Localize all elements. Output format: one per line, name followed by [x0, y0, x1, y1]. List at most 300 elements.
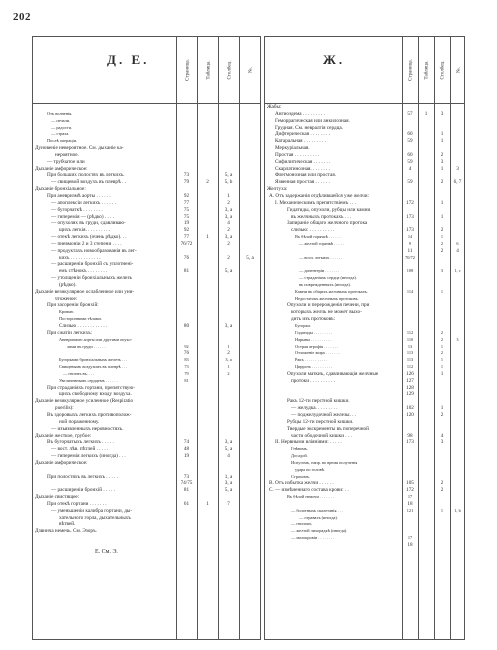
entry-text: Грудная. См. невралгія сердца.: [275, 124, 344, 131]
entry-table-ref: 1: [206, 234, 209, 241]
entry-text: Рубцы 12-ти перстной кишки.: [287, 418, 354, 425]
right-index-row: [265, 487, 464, 494]
entry-column-ref: 2: [440, 247, 444, 254]
entry-column-ref: 2: [440, 240, 444, 246]
right-index-row: [265, 268, 464, 275]
entry-text: — страха.: [51, 131, 70, 137]
entry-text: Твердые экскременты въ поперечной: [287, 425, 369, 432]
right-table-title: Ж.: [323, 52, 346, 67]
entry-text: — поджелудочной железы. . .: [291, 411, 356, 418]
entry-column-ref: 2: [440, 487, 444, 494]
entry-column-ref: 3: [440, 158, 444, 165]
entry-text: — желудка. . . . . . . . .: [291, 405, 338, 412]
left-index-row: [33, 460, 260, 467]
right-index-row: [265, 378, 464, 385]
left-index-row: [33, 357, 260, 364]
entry-text: Бугорки.: [295, 323, 311, 328]
left-index-row: [33, 337, 260, 344]
entry-page-ref: 61: [183, 500, 190, 507]
entry-text: — трубчатое или: [47, 158, 85, 165]
right-index-row: [265, 316, 464, 323]
entry-page-ref: 76/72: [180, 240, 193, 247]
right-index-row: [265, 166, 464, 173]
entry-column-ref: 5, а: [224, 446, 233, 453]
left-index-row: [33, 309, 260, 316]
entry-text: чтоженое:: [55, 295, 78, 302]
right-index-row: [265, 426, 464, 433]
left-index-row: [33, 118, 260, 125]
entry-text: — малокровіи . . . . . . . .: [291, 535, 335, 541]
entry-text: — апоплексіи легкихъ . . . . . .: [51, 199, 116, 206]
entry-page-ref: 173: [406, 439, 414, 446]
left-index-row: [33, 412, 260, 419]
right-index-row: [265, 508, 464, 515]
entry-page-ref: 108: [406, 268, 414, 274]
right-index-row: [265, 521, 464, 528]
entry-text: puerilis):: [55, 405, 74, 412]
entry-text: щихъ свободному входу воздуха.: [59, 391, 132, 398]
left-index-row: [33, 268, 260, 275]
entry-page-ref: 76: [183, 350, 190, 357]
entry-text: Язвенная простая . . . . . .: [275, 179, 330, 186]
entry-page-ref: 79: [183, 179, 190, 186]
entry-column-ref: 2: [440, 350, 444, 356]
entry-page-ref: 73: [184, 364, 189, 370]
entry-text: II. Нервными вліяніями: . . . . .: [275, 439, 342, 446]
left-index-row: [33, 323, 260, 330]
entry-text: — отекѣ легкихъ (очень рѣдко). . .: [51, 234, 127, 241]
left-index-row: [33, 241, 260, 248]
entry-text: Недостатокъ желчныхъ протоковъ.: [295, 295, 359, 301]
entry-column-ref: 3: [440, 110, 444, 117]
entry-page-ref: 92: [183, 192, 190, 199]
entry-number-ref: 5, а: [246, 254, 254, 261]
right-index-row: [265, 309, 464, 316]
entry-page-ref: 18: [407, 542, 413, 548]
entry-column-ref: 2: [440, 179, 444, 186]
entry-text: Катаральная . . . . . . . . .: [275, 138, 326, 145]
entry-column-ref: 1: [440, 343, 444, 349]
left-index-row: [33, 391, 260, 398]
entry-page-ref: 19: [183, 453, 190, 460]
left-index-row: [33, 508, 260, 515]
entry-text: Дзвинча немечь. См. Эзоръ.: [35, 528, 97, 535]
entry-text: Досадой.: [291, 453, 308, 459]
left-index-row: [33, 172, 260, 179]
entry-text: Гидатиды . . . . . . . . .: [295, 329, 333, 335]
right-index-row: [265, 234, 464, 241]
right-index-row: [265, 515, 464, 522]
right-index-row: [265, 118, 464, 125]
right-index-row: [265, 412, 464, 419]
right-index-row: [265, 302, 464, 309]
entry-number-ref: 6, 7: [453, 179, 462, 186]
entry-text: Дыханіе свистящее:: [35, 494, 80, 501]
right-index-row: [265, 248, 464, 255]
entry-text: Гнѣвомъ.: [291, 446, 309, 452]
right-index-row: [265, 186, 464, 193]
entry-table-ref: 1: [424, 110, 428, 117]
left-index-row: [33, 227, 260, 234]
left-index-row: [33, 453, 260, 460]
left-index-row: [33, 378, 260, 385]
entry-column-ref: 2: [440, 480, 444, 487]
entry-text: — желтой горячкѣ . . . . .: [299, 240, 344, 246]
entry-page-ref: 172: [406, 487, 414, 494]
entry-table-ref: 2: [206, 179, 209, 186]
left-index-row: [33, 234, 260, 241]
entry-text: Камни въ общихъ желчныхъ протокахъ.: [295, 288, 368, 294]
entry-page-ref: 59: [407, 158, 413, 165]
entry-column-ref: 4: [227, 220, 230, 227]
right-index-row: [265, 131, 464, 138]
entry-column-ref: 2: [440, 227, 444, 234]
right-col-header-table: Таблица.: [418, 37, 435, 103]
left-index-row: [33, 207, 260, 214]
entry-number-ref: 1, b: [454, 507, 461, 513]
entry-text: Въ бѣлой горячкѣ . . . . . .: [295, 234, 341, 240]
entry-text: Острая атрофія . . . . . . .: [295, 343, 339, 349]
entry-text: въ желчныхъ протокахъ . . .: [291, 213, 352, 220]
left-index-row: [33, 152, 260, 159]
right-index-row: [265, 111, 464, 118]
entry-text: удара по головѣ.: [295, 466, 326, 472]
left-index-row: [33, 138, 260, 145]
entry-text: А. Отъ задержанія отдѣлившейся уже желчи:: [269, 192, 369, 199]
left-col-header-page: Страница.: [176, 37, 198, 103]
entry-page-ref: 19: [183, 220, 190, 227]
left-index-row: [33, 433, 260, 440]
entry-text: Дыханіе бронхіальное:: [35, 186, 86, 193]
entry-text: Отложеніе жира . . . . . . .: [295, 350, 340, 356]
entry-text: Дыханіе амфорическое:: [35, 459, 88, 466]
left-table-rows: [33, 104, 260, 639]
entry-text: въ поврежденныхъ (иногда).: [299, 281, 351, 287]
left-index-row: [33, 350, 260, 357]
entry-page-ref: 126: [406, 370, 414, 377]
entry-text: Нарывы . . . . . . . . . .: [295, 336, 332, 342]
entry-page-ref: 18: [407, 500, 413, 507]
entry-page-ref: 74: [183, 439, 190, 446]
entry-page-ref: 92: [183, 227, 190, 234]
entry-column-ref: 2: [227, 227, 230, 234]
entry-text: I. Механическимъ препятствіемъ . . .: [275, 199, 357, 206]
right-index-row: [265, 200, 464, 207]
entry-text: — опухолях въ груди, сдавливаю-: [51, 220, 126, 227]
entry-page-ref: 73: [183, 473, 190, 480]
entry-text: Желтуха:: [267, 186, 288, 193]
entry-number-ref: 4: [456, 247, 459, 254]
entry-text: Дуновеніе невероятное. См. дыханіе ка-: [35, 145, 124, 152]
entry-page-ref: 11: [407, 247, 413, 254]
left-index-row: [33, 364, 260, 371]
entry-text: При сжатіи легкихъ:: [47, 329, 93, 336]
entry-page-ref: 81: [183, 268, 190, 275]
left-index-row: [33, 474, 260, 481]
entry-page-ref: 173: [406, 227, 414, 234]
right-index-row: [265, 104, 464, 111]
right-index-row: [265, 255, 464, 262]
right-index-row: [265, 480, 464, 487]
entry-text: При засореніи бронхій:: [47, 302, 99, 309]
entry-page-ref: 114: [406, 288, 414, 294]
entry-text: нероятное.: [55, 151, 79, 158]
right-col-header-number: №.: [450, 37, 466, 103]
left-index-row: [33, 515, 260, 522]
entry-text: Испугомъ, напр. во время полученія: [291, 459, 358, 465]
left-index-row: [33, 405, 260, 412]
entry-text: хательного горла, дыхательныхъ: [59, 514, 131, 521]
right-index-row: [265, 391, 464, 398]
right-index-row: [265, 323, 464, 330]
entry-page-ref: 73: [183, 172, 190, 179]
entry-page-ref: 9: [408, 240, 412, 246]
left-index-row: [33, 275, 260, 282]
entry-page-ref: 80: [183, 323, 190, 329]
right-index-row: [265, 364, 464, 371]
entry-text: (рѣдко).: [59, 281, 77, 288]
entry-number-ref: 3: [456, 165, 459, 172]
right-index-row: [265, 467, 464, 474]
entry-column-ref: 2: [227, 240, 230, 247]
right-index-row: [265, 261, 464, 268]
entry-text: — страданіяхъ сердца (иногда).: [299, 275, 357, 281]
left-index-row: [33, 255, 260, 262]
left-index-row: [33, 104, 260, 111]
entry-page-ref: 14: [407, 234, 413, 240]
entry-column-ref: 2: [440, 336, 444, 342]
entry-column-ref: 3, а: [224, 206, 233, 213]
left-index-row: [33, 131, 260, 138]
right-table-header: [265, 37, 464, 104]
entry-column-ref: 1: [440, 234, 444, 240]
entry-page-ref: 110: [406, 336, 414, 342]
left-index-row: [33, 186, 260, 193]
left-table-header: [33, 37, 260, 104]
entry-page-ref: 127: [406, 377, 414, 384]
entry-page-ref: 79: [184, 370, 189, 376]
left-table-title: Д. Е.: [107, 52, 150, 67]
left-index-row: [33, 398, 260, 405]
entry-text: Отъ волненія.: [47, 110, 73, 116]
right-index-row: [265, 433, 464, 440]
entry-text: — расширеніи бронхій . . . . .: [51, 487, 116, 494]
entry-number-ref: 6: [456, 240, 459, 246]
right-index-row: [265, 138, 464, 145]
entry-column-ref: 1: [227, 192, 230, 199]
entry-text: — гиперемія — (рѣдко) . . . .: [51, 213, 114, 220]
entry-page-ref: 75: [183, 206, 190, 213]
right-table-rows: [265, 104, 464, 639]
right-col-header-column: Столбец.: [434, 37, 451, 103]
left-index-row: [33, 261, 260, 268]
left-index-row: [33, 446, 260, 453]
right-index-row: [265, 193, 464, 200]
entry-page-ref: 92: [184, 343, 189, 349]
right-index-row: [265, 501, 464, 508]
entry-text: — свищевой воздухъ въ плеврѣ . .: [51, 179, 126, 186]
left-index-row: [33, 214, 260, 221]
entry-page-ref: 121: [406, 507, 414, 513]
left-index-row: [33, 145, 260, 152]
entry-column-ref: 2: [227, 199, 230, 206]
entry-page-ref: 81: [184, 377, 189, 383]
entry-text: Въ бѣлой немочи . . . . . . .: [287, 494, 334, 500]
entry-text: протоки . . . . . . . . . .: [291, 377, 335, 384]
entry-column-ref: 7: [227, 500, 230, 507]
entry-text: Послѣ операціи.: [47, 138, 78, 144]
entry-column-ref: 3, а: [225, 357, 232, 363]
entry-page-ref: 102: [406, 405, 414, 412]
right-index-row: [265, 357, 464, 364]
left-index-row: [33, 220, 260, 227]
right-index-row: [265, 125, 464, 132]
entry-page-ref: 4: [408, 165, 412, 172]
left-index-row: [33, 344, 260, 351]
entry-text: — отравахъ (иногда).: [299, 514, 338, 520]
entry-page-ref: 173: [406, 213, 414, 220]
entry-column-ref: 2: [227, 370, 230, 376]
entry-text: Дифтерическая . . . . . . . .: [275, 131, 330, 138]
entry-text: — гнилокъ.: [291, 521, 313, 527]
left-index-row: [33, 542, 260, 549]
entry-page-ref: 113: [406, 350, 414, 356]
entry-text: При полостяхъ въ легкихъ . . . . .: [47, 473, 118, 480]
entry-column-ref: 4: [440, 432, 444, 439]
left-col-header-column: Столбец.: [218, 37, 240, 103]
entry-page-ref: 76: [183, 254, 190, 261]
entry-column-ref: 2: [227, 254, 230, 261]
page-number: 202: [13, 11, 31, 23]
entry-text: Бугорками бронхіальныхъ железъ . . .: [59, 357, 128, 363]
entry-column-ref: 1: [440, 405, 444, 412]
entry-text: Свищевымъ воздухомъ въ плеврѣ . . .: [59, 364, 128, 370]
entry-page-ref: 60: [407, 151, 413, 158]
left-index-row: [33, 480, 260, 487]
entry-page-ref: 13: [407, 343, 413, 349]
entry-text: В. Отъ избытка желчи . . . . . .: [269, 480, 334, 487]
entry-page-ref: 120: [406, 411, 414, 418]
entry-column-ref: 1: [440, 213, 444, 220]
entry-page-ref: 112: [406, 329, 414, 335]
right-index-row: [265, 542, 464, 549]
right-index-row: [265, 439, 464, 446]
left-index-row: [33, 467, 260, 474]
entry-text: Опухоли маткиъ, сдавливающія желчные: [287, 370, 379, 377]
right-index-row: [265, 337, 464, 344]
entry-text: — радости.: [51, 124, 73, 130]
entry-column-ref: 3, а: [224, 439, 233, 446]
entry-column-ref: 1: [440, 165, 444, 172]
right-index-row: [265, 214, 464, 221]
entry-text: Въ здоровыхъ легкихъ противополож-: [47, 411, 132, 418]
entry-page-ref: 105: [406, 480, 414, 487]
right-index-row: [265, 275, 464, 282]
entry-text: Ангиоэдема . . . . . . . . .: [275, 110, 325, 117]
entry-column-ref: 1: [440, 370, 444, 377]
entry-column-ref: 3, а: [224, 234, 233, 241]
entry-page-ref: 74/75: [180, 480, 193, 487]
entry-column-ref: 5, а: [224, 172, 233, 179]
left-index-row: [33, 487, 260, 494]
right-index-row: [265, 282, 464, 289]
entry-column-ref: 5, b: [224, 179, 233, 186]
entry-column-ref: 1: [227, 364, 230, 370]
entry-page-ref: 77: [183, 234, 190, 241]
entry-page-ref: 112: [406, 364, 414, 370]
entry-page-ref: 172: [406, 199, 414, 206]
left-index-row: [33, 111, 260, 118]
left-col-header-table: Таблица.: [197, 37, 219, 103]
entry-text: дить изъ протоковъ:: [291, 316, 336, 323]
entry-number-ref: 1, с: [454, 268, 461, 274]
left-index-row: [33, 528, 260, 535]
entry-column-ref: 3: [440, 439, 444, 446]
entry-text: — утолщеніи бронхіальныхъ железъ: [51, 275, 132, 282]
right-index-row: [265, 419, 464, 426]
entry-page-ref: 83: [184, 357, 189, 363]
entry-text: Опухоли и перерожденія печени, при: [287, 302, 370, 309]
entry-text: части ободочной кишки . . .: [291, 432, 352, 439]
right-index-row: [265, 172, 464, 179]
left-index-row: [33, 419, 260, 426]
entry-text: вѣтвей.: [59, 521, 76, 528]
entry-page-ref: 77: [183, 199, 190, 206]
entry-page-ref: 70/72: [405, 254, 415, 260]
entry-text: Кровью.: [59, 309, 75, 315]
entry-column-ref: 1: [227, 343, 230, 349]
entry-text: Дыханіе амфорическое:: [35, 165, 88, 172]
entry-text: Ракъ . . . . . . . . . . .: [295, 357, 328, 363]
left-index-row: [33, 371, 260, 378]
entry-text: — пневмоніи 2 и 3 степени . . . .: [51, 240, 122, 247]
entry-text: Дыханіе жесткое, грубое:: [35, 432, 92, 439]
entry-text: При аневризмѣ аорты . . . . . .: [47, 192, 111, 199]
entry-column-ref: 2: [440, 329, 444, 335]
right-index-row: [265, 207, 464, 214]
right-index-row: [265, 371, 464, 378]
entry-text: щихъ легкія. . . . . . . . . .: [59, 227, 111, 234]
left-index-row: [33, 316, 260, 323]
right-index-row: [265, 152, 464, 159]
entry-column-ref: 1: [440, 288, 444, 294]
entry-text: Слизью . . . . . . . . . . . .: [59, 323, 108, 329]
entry-column-ref: 3, а: [224, 480, 233, 487]
right-index-row: [265, 398, 464, 405]
left-index-row: [33, 200, 260, 207]
right-index-row: [265, 528, 464, 535]
right-index-row: [265, 453, 464, 460]
left-index-row: [33, 426, 260, 433]
entry-text: — дизентеріи . . . . . . .: [299, 268, 340, 274]
entry-table-ref: 1: [206, 500, 209, 507]
entry-page-ref: 81: [183, 487, 190, 494]
entry-text: При отекѣ гортани . . . . . . .: [47, 500, 107, 507]
right-index-row: [265, 494, 464, 501]
left-index-row: [33, 125, 260, 132]
entry-column-ref: 1: [440, 131, 444, 138]
left-index-row: [33, 179, 260, 186]
entry-page-ref: 113: [406, 357, 414, 363]
entry-text: Запираніе общаго желчного протока: [287, 220, 368, 227]
entry-page-ref: 17: [407, 535, 413, 541]
entry-column-ref: 2: [440, 411, 444, 418]
right-index-row: [265, 220, 464, 227]
right-index-row: [265, 145, 464, 152]
entry-column-ref: 5, а: [224, 487, 233, 494]
entry-text: — печали.: [51, 117, 71, 123]
entry-column-ref: 5, а: [224, 268, 233, 275]
